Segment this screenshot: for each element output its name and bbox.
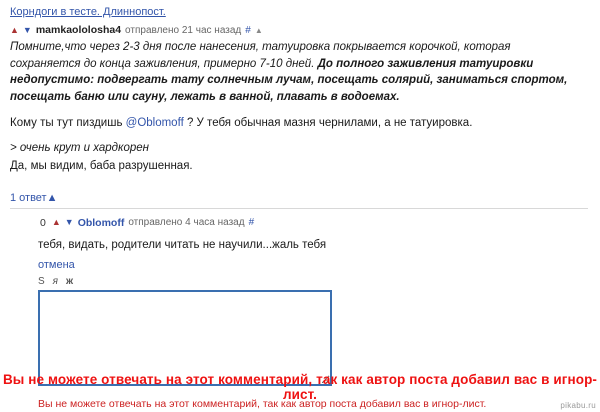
post-title-link[interactable]: Корндоги в тесте. Длиннопост. bbox=[10, 6, 166, 18]
comment-timestamp: отправлено 21 час назад bbox=[125, 24, 242, 36]
bold-button[interactable]: ж bbox=[66, 275, 74, 287]
replies-toggle-label[interactable]: 1 ответ bbox=[10, 191, 47, 204]
quote-response-text: Да, мы видим, баба разрушенная. bbox=[10, 160, 193, 173]
user-mention-link[interactable]: @Oblomoff bbox=[125, 116, 184, 129]
comment-author[interactable]: mamkaololosha4 bbox=[35, 24, 122, 36]
cancel-reply-label[interactable]: отмена bbox=[38, 259, 75, 272]
quoted-text: > очень крут и хардкорен bbox=[10, 142, 149, 155]
replies-toggle-arrow-icon[interactable]: ▲ bbox=[46, 191, 58, 204]
reply-header bbox=[38, 217, 588, 229]
strikethrough-button[interactable]: S bbox=[38, 275, 45, 287]
cancel-reply[interactable] bbox=[38, 259, 588, 275]
site-watermark: pikabu.ru bbox=[560, 401, 596, 410]
comment-paragraph-2-pre: Кому ты тут пиздишь bbox=[10, 116, 126, 129]
editor-format-toolbar bbox=[38, 275, 588, 287]
ignore-list-notice: Вы не можете отвечать на этот комментарий, так как автор поста добавил вас в игнор-лист. bbox=[38, 398, 487, 411]
reply-author[interactable]: Oblomoff bbox=[77, 216, 125, 229]
reply-text: тебя, видать, родители читать не научили...жаль тебя bbox=[38, 238, 327, 251]
comment-paragraph-2-post: ? У тебя обычная мазня чернилами, а не татуировка. bbox=[183, 116, 473, 129]
ignore-list-banner: Вы не можете отвечать на этот комментарий, так как автор поста добавил вас в игнор-лист. bbox=[2, 372, 598, 402]
comment-header bbox=[10, 24, 588, 36]
italic-button[interactable]: я bbox=[52, 275, 59, 287]
comment-paragraph-2 bbox=[10, 115, 570, 132]
comment-paragraph-1 bbox=[10, 39, 570, 106]
upvote-icon[interactable]: ▲ bbox=[10, 24, 19, 35]
comment-paragraph-1-bold: До полного заживления татуировки недопустимо: подвергать тату солнечным лучам, посещать солярий, заниматься спортом, посещать баню или сауну, лежать в ванной, плавать в водоемах. bbox=[10, 57, 568, 104]
collapse-caret-icon[interactable]: ▲ bbox=[254, 25, 263, 35]
downvote-icon[interactable]: ▼ bbox=[22, 24, 32, 35]
comment-permalink[interactable]: # bbox=[245, 24, 251, 36]
comment-paragraph-1-lead: Помните,что через 2-3 дня после нанесения, татуировка покрывается корочкой, которая сохраняется до конца заживления, примерно 7-10 дней. bbox=[10, 41, 511, 70]
reply-score: 0 bbox=[40, 216, 46, 229]
section-divider bbox=[10, 208, 588, 209]
reply-upvote-icon[interactable]: ▲ bbox=[51, 217, 61, 228]
replies-toggle[interactable] bbox=[10, 184, 588, 204]
reply-timestamp: отправлено 4 часа назад bbox=[128, 217, 245, 229]
reply-downvote-icon[interactable]: ▼ bbox=[64, 217, 74, 228]
reply-permalink[interactable]: # bbox=[248, 217, 255, 229]
